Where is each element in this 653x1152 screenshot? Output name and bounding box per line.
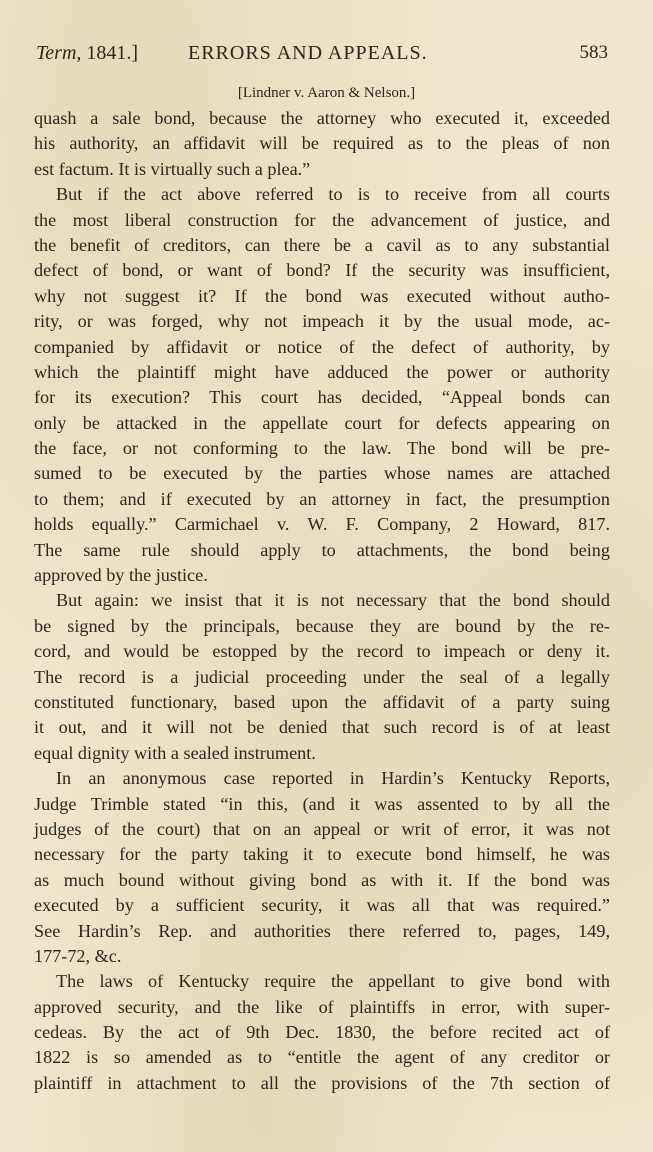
- text-line: be signed by the principals, because they are bound by the re-: [34, 615, 610, 636]
- text-line: The record is a judicial proceeding under the seal of a legally: [34, 666, 610, 687]
- text-line: cedeas. By the act of 9th Dec. 1830, the before recited act of: [34, 1022, 610, 1043]
- header-term-word: Term,: [36, 42, 82, 64]
- text-line: Judge Trimble stated “in this, (and it was assented to by all the: [34, 793, 610, 814]
- text-line: executed by a sufficient security, it was all that was required.”: [34, 895, 610, 916]
- text-line: it out, and it will not be denied that such record is of at least: [34, 717, 610, 738]
- text-line: But again: we insist that it is not necessary that the bond should: [56, 590, 610, 611]
- header-term: [36, 42, 138, 65]
- running-header: [36, 42, 608, 68]
- text-line: In an anonymous case reported in Hardin’s Kentucky Reports,: [56, 768, 610, 789]
- text-line: 1822 is so amended as to “entitle the agent of any creditor or: [34, 1047, 610, 1068]
- text-line: 177-72, &c.: [34, 945, 122, 966]
- text-line: which the plaintiff might have adduced the power or authority: [34, 361, 610, 382]
- text-line: cord, and would be estopped by the record to impeach or deny it.: [34, 641, 610, 662]
- text-line: to them; and if executed by an attorney in fact, the presumption: [34, 488, 610, 509]
- header-title: ERRORS AND APPEALS.: [188, 42, 428, 64]
- text-line: approved by the justice.: [34, 565, 208, 586]
- text-line: companied by affidavit or notice of the defect of authority, by: [34, 336, 610, 357]
- text-line: the most liberal construction for the advancement of justice, and: [34, 209, 610, 230]
- text-line: plaintiff in attachment to all the provisions of the 7th section of: [34, 1072, 610, 1093]
- text-line: his authority, an affidavit will be required as to the pleas of non: [34, 133, 610, 154]
- text-line: for its execution? This court has decided, “Appeal bonds can: [34, 387, 610, 408]
- text-line: necessary for the party taking it to execute bond himself, he was: [34, 844, 610, 865]
- text-line: est factum. It is virtually such a plea.”: [34, 158, 311, 179]
- text-line: constituted functionary, based upon the affidavit of a party suing: [34, 691, 610, 712]
- text-line: But if the act above referred to is to receive from all courts: [56, 184, 610, 205]
- text-line: defect of bond, or want of bond? If the security was insufficient,: [34, 260, 610, 281]
- text-line: rity, or was forged, why not impeach it by the usual mode, ac-: [34, 311, 610, 332]
- body-text: [34, 106, 610, 1096]
- text-line: why not suggest it? If the bond was executed without autho-: [34, 285, 610, 306]
- header-year: 1841.]: [86, 42, 139, 64]
- text-line: as much bound without giving bond as with it. If the bond was: [34, 869, 610, 890]
- text-line: The same rule should apply to attachments, the bond being: [34, 539, 610, 560]
- text-line: quash a sale bond, because the attorney who executed it, exceeded: [34, 108, 610, 128]
- text-line: holds equally.” Carmichael v. W. F. Company, 2 Howard, 817.: [34, 514, 610, 535]
- text-line: sumed to be executed by the parties whose names are attached: [34, 463, 610, 484]
- text-line: judges of the court) that on an appeal or writ of error, it was not: [34, 818, 610, 839]
- text-line: equal dignity with a sealed instrument.: [34, 742, 316, 763]
- text-line: See Hardin’s Rep. and authorities there referred to, pages, 149,: [34, 920, 610, 941]
- case-caption: [Lindner v. Aaron & Nelson.]: [237, 85, 416, 101]
- page-number: 583: [579, 42, 608, 63]
- text-line: The laws of Kentucky require the appellant to give bond with: [56, 971, 610, 992]
- text-line: the face, or not conforming to the law. The bond will be pre-: [34, 438, 610, 459]
- text-line: approved security, and the like of plaintiffs in error, with super-: [34, 996, 610, 1017]
- text-line: the benefit of creditors, can there be a cavil as to any substantial: [34, 234, 610, 255]
- text-line: only be attacked in the appellate court for defects appearing on: [34, 412, 610, 433]
